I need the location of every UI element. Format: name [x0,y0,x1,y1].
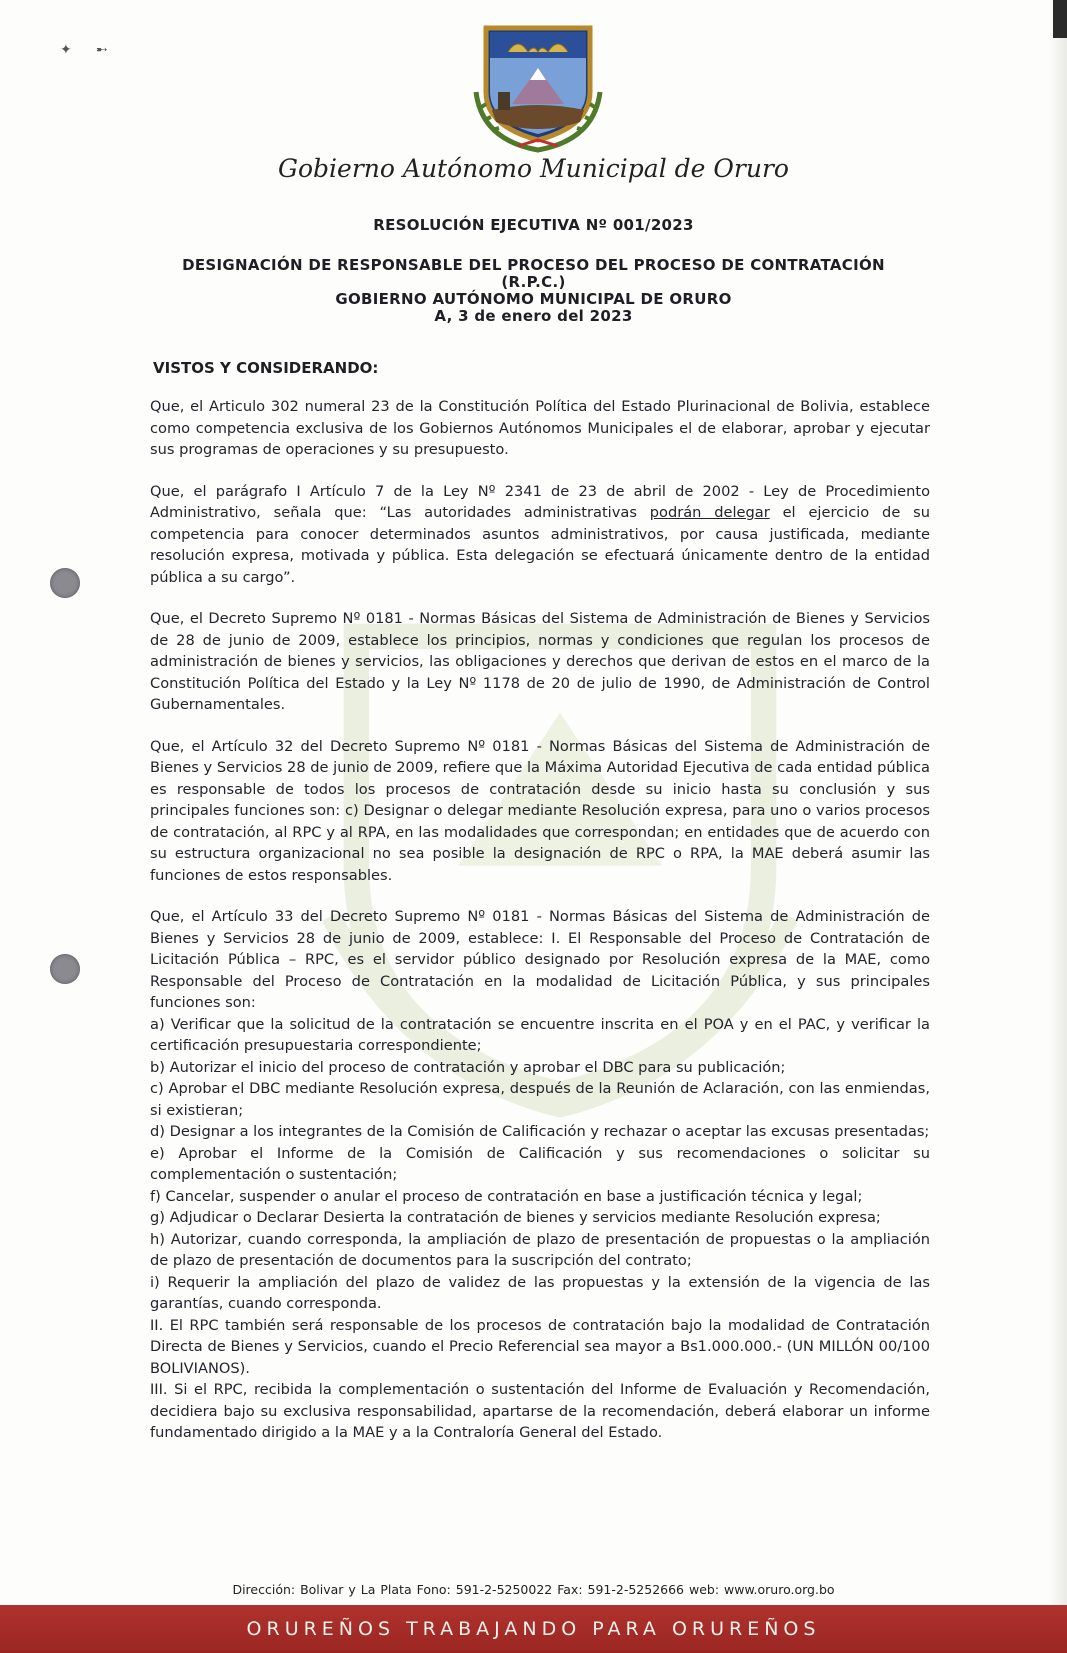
paragraph-constitution: Que, el Articulo 302 numeral 23 de la Constitución Política del Estado Plurinacional de Bolivia, establece como competencia exclusiva de los Gobiernos Autónomos Municipales el de elaborar, aprobar y ejecutar sus programas de operaciones y su presupuesto. [150,398,930,458]
footer-slogan: ORUREÑOS TRABAJANDO PARA ORUREÑOS [246,1618,821,1640]
list-item: II. El RPC también será responsable de los procesos de contratación bajo la modalidad de Contratación Directa de Bienes y Servicios, cuando el Precio Referencial sea mayor a Bs1.000.000.- (UN MILLÓN 00/100 BOLIVIANOS). [150,1316,930,1377]
paragraph-decree-0181: Que, el Decreto Supremo Nº 0181 - Normas Básicas del Sistema de Administración de Bienes y Servicios de 28 de junio de 2009, establece los principios, normas y condiciones que regulan los procesos de administración de bienes y servicios, las obligaciones y derechos que derivan de estos en el marco de la Constitución Política del Estado y la Ley Nº 1178 de 20 de julio de 1990, de Administración de Control Gubernamentales. [150,610,930,713]
page-edge-shadow [1049,0,1067,1653]
list-item: d) Designar a los integrantes de la Comisión de Calificación y rechazar o aceptar las excusas presentadas; [150,1123,930,1140]
scan-edge-mark [1053,0,1067,38]
list-item: a) Verificar que la solicitud de la contratación se encuentre inscrita en el POA y en el PAC, y verificar la certificación presupuestaria correspondiente; [150,1015,930,1054]
paragraph-law-2341: Que, el parágrafo I Artículo 7 de la Ley Nº 2341 de 23 de abril de 2002 - Ley de Procedimiento Administrativo, señala que: “Las autoridades administrativas podrán delegar el ejercicio de su competencia para conocer determinados asuntos administrativos, por causa justificada, mediante resolución expresa, motivada y pública. Esta delegación se efectuará únicamente dentro de la entidad pública a su cargo”. [150,482,930,586]
list-item: i) Requerir la ampliación del plazo de validez de las propuestas y la extensión de la vigencia de las garantías, cuando corresponda. [150,1273,930,1312]
paragraph-article-32: Que, el Artículo 32 del Decreto Supremo Nº 0181 - Normas Básicas del Sistema de Administración de Bienes y Servicios 28 de junio de 2009, refiere que la Máxima Autoridad Ejecutiva de cada entidad pública es responsable de todos los procesos de contratación desde su inicio hasta su conclusión y sus principales funciones son: c) Designar o delegar mediante Resolución expresa, para uno o varios procesos de contratación, al RPC y al RPA, en las modalidades que correspondan; en entidades que de acuerdo con su estructura organizacional no sea posible la designación de RPC o RPA, la MAE deberá asumir las funciones de estos responsables. [150,737,930,884]
footer-slogan-band [0,1605,1067,1653]
footer-address: Dirección: Bolivar y La Plata Fono: 591-2-5250022 Fax: 591-2-5252666 web: www.oruro.org.bo [232,1582,835,1597]
scan-artifact: ✦ [60,42,72,58]
document-body [150,396,930,1444]
resolution-subject-acronym: (R.P.C.) [501,273,566,291]
list-item: g) Adjudicar o Declarar Desierta la contratación de bienes y servicios mediante Resolución expresa; [150,1209,881,1226]
paragraph-article-33: Que, el Artículo 33 del Decreto Supremo Nº 0181 - Normas Básicas del Sistema de Administración de Bienes y Servicios 28 de junio de 2009, establece: I. El Responsable del Proceso de Contratación de Licitación Pública – RPC, es el servidor público designado por Resolución expresa de la MAE, como Responsable del Proceso de Contratación en la modalidad de Licitación Pública, y sus principales funciones son: [150,908,930,1011]
underlined-phrase: podrán delegar [649,504,770,521]
list-item: h) Autorizar, cuando corresponda, la ampliación de plazo de presentación de propuestas o la ampliación de plazo de presentación de documentos para la suscripción del contrato; [150,1230,930,1269]
resolution-subject: DESIGNACIÓN DE RESPONSABLE DEL PROCESO DEL PROCESO DE CONTRATACIÓN [182,256,885,274]
punch-hole [50,568,80,598]
resolution-number-title: RESOLUCIÓN EJECUTIVA Nº 001/2023 [373,216,694,234]
resolution-date: A, 3 de enero del 2023 [434,307,633,325]
institution-name: Gobierno Autónomo Municipal de Oruro [278,154,789,183]
list-item: c) Aprobar el DBC mediante Resolución expresa, después de la Reunión de Aclaración, con las enmiendas, si existieran; [150,1080,930,1119]
list-item: b) Autorizar el inicio del proceso de contratación y aprobar el DBC para su publicación; [150,1058,786,1076]
list-item: f) Cancelar, suspender o anular el proceso de contratación en base a justificación técnica y legal; [150,1187,863,1205]
resolution-issuer: GOBIERNO AUTÓNOMO MUNICIPAL DE ORURO [335,290,732,308]
punch-hole [50,954,80,984]
list-item: e) Aprobar el Informe de la Comisión de Calificación y sus recomendaciones o solicitar su complementación o sustentación; [150,1144,930,1183]
list-item: III. Si el RPC, recibida la complementación o sustentación del Informe de Evaluación y Recomendación, decidiera bajo su exclusiva responsabilidad, apartarse de la recomendación, deberá elaborar un informe fundamentado dirigido a la MAE y a la Contraloría General del Estado. [150,1381,930,1441]
section-title: VISTOS Y CONSIDERANDO: [153,359,379,377]
municipal-crest-icon [468,22,608,156]
scan-artifact: ➸ [96,42,108,58]
